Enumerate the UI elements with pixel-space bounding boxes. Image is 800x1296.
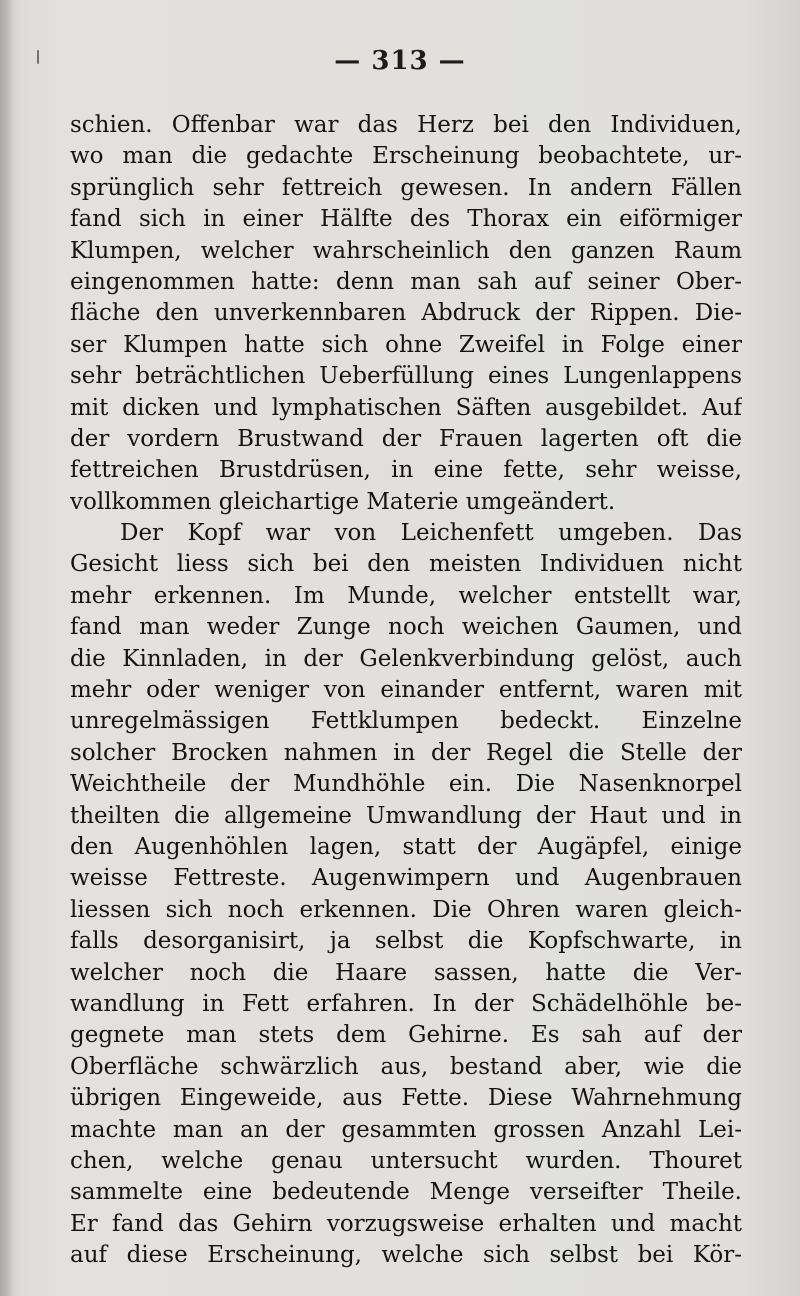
text-line: der vordern Brustwand der Frauen lagerten oft die xyxy=(70,425,742,452)
paragraph-start-line: Der Kopf war von Leichenfett umgeben. Das xyxy=(120,520,742,547)
text-line: Klumpen, welcher wahrscheinlich den ganzen Raum xyxy=(70,237,742,264)
text-line: Oberfläche schwärzlich aus, bestand aber, wie die xyxy=(70,1053,742,1080)
text-line: mehr oder weniger von einander entfernt, waren mit xyxy=(70,677,742,704)
text-line: sammelte eine bedeutende Menge verseifter Theile. xyxy=(70,1179,742,1206)
text-line: liessen sich noch erkennen. Die Ohren waren gleich- xyxy=(70,896,742,923)
text-line: übrigen Eingeweide, aus Fette. Diese Wahrnehmung xyxy=(70,1085,742,1112)
page-number: — 313 — xyxy=(334,46,466,76)
text-line: mit dicken und lymphatischen Säften ausgebildet. Auf xyxy=(70,394,742,421)
text-line: wandlung in Fett erfahren. In der Schädelhöhle be- xyxy=(70,990,742,1017)
paragraph-end-line: vollkommen gleichartige Materie umgeändert. xyxy=(70,488,616,515)
text-line: Weichtheile der Mundhöhle ein. Die Nasenknorpel xyxy=(70,771,742,798)
text-line: chen, welche genau untersucht wurden. Thouret xyxy=(70,1147,742,1174)
text-line: weisse Fettreste. Augenwimpern und Augenbrauen xyxy=(70,865,742,892)
text-line: die Kinnladen, in der Gelenkverbindung gelöst, auch xyxy=(70,645,742,672)
body-text xyxy=(70,110,742,1271)
text-line: falls desorganisirt, ja selbst die Kopfschwarte, in xyxy=(70,928,742,955)
text-line: solcher Brocken nahmen in der Regel die Stelle der xyxy=(70,739,742,766)
text-line: theilten die allgemeine Umwandlung der Haut und in xyxy=(70,802,742,829)
text-line: fettreichen Brustdrüsen, in eine fette, sehr weisse, xyxy=(70,457,742,484)
binding-gutter-shadow xyxy=(0,0,14,1296)
text-line: ser Klumpen hatte sich ohne Zweifel in Folge einer xyxy=(70,331,742,358)
text-line: mehr erkennen. Im Munde, welcher entstellt war, xyxy=(70,582,742,609)
text-line: fand sich in einer Hälfte des Thorax ein eiförmiger xyxy=(70,206,742,233)
text-line: schien. Offenbar war das Herz bei den Individuen, xyxy=(70,112,742,138)
text-line: fläche den unverkennbaren Abdruck der Rippen. Die- xyxy=(70,300,742,327)
text-line: eingenommen hatte: denn man sah auf seiner Ober- xyxy=(70,268,742,295)
text-line: unregelmässigen Fettklumpen bedeckt. Einzelne xyxy=(70,708,742,735)
text-line: welcher noch die Haare sassen, hatte die Ver- xyxy=(70,959,742,986)
text-line: gegnete man stets dem Gehirne. Es sah auf der xyxy=(70,1022,742,1049)
text-line: auf diese Erscheinung, welche sich selbst bei Kör- xyxy=(70,1242,742,1269)
text-line: den Augenhöhlen lagen, statt der Augäpfel, einige xyxy=(70,833,742,860)
text-line: sehr beträchtlichen Ueberfüllung eines Lungenlappens xyxy=(70,363,742,390)
text-line: Gesicht liess sich bei den meisten Individuen nicht xyxy=(70,551,742,578)
text-line: fand man weder Zunge noch weichen Gaumen, und xyxy=(70,614,742,641)
text-line: machte man an der gesammten grossen Anzahl Lei- xyxy=(70,1116,742,1143)
text-line: Er fand das Gehirn vorzugsweise erhalten und macht xyxy=(70,1210,742,1237)
text-line: wo man die gedachte Erscheinung beobachtete, ur- xyxy=(70,143,742,170)
text-line: sprünglich sehr fettreich gewesen. In andern Fällen xyxy=(70,174,742,201)
